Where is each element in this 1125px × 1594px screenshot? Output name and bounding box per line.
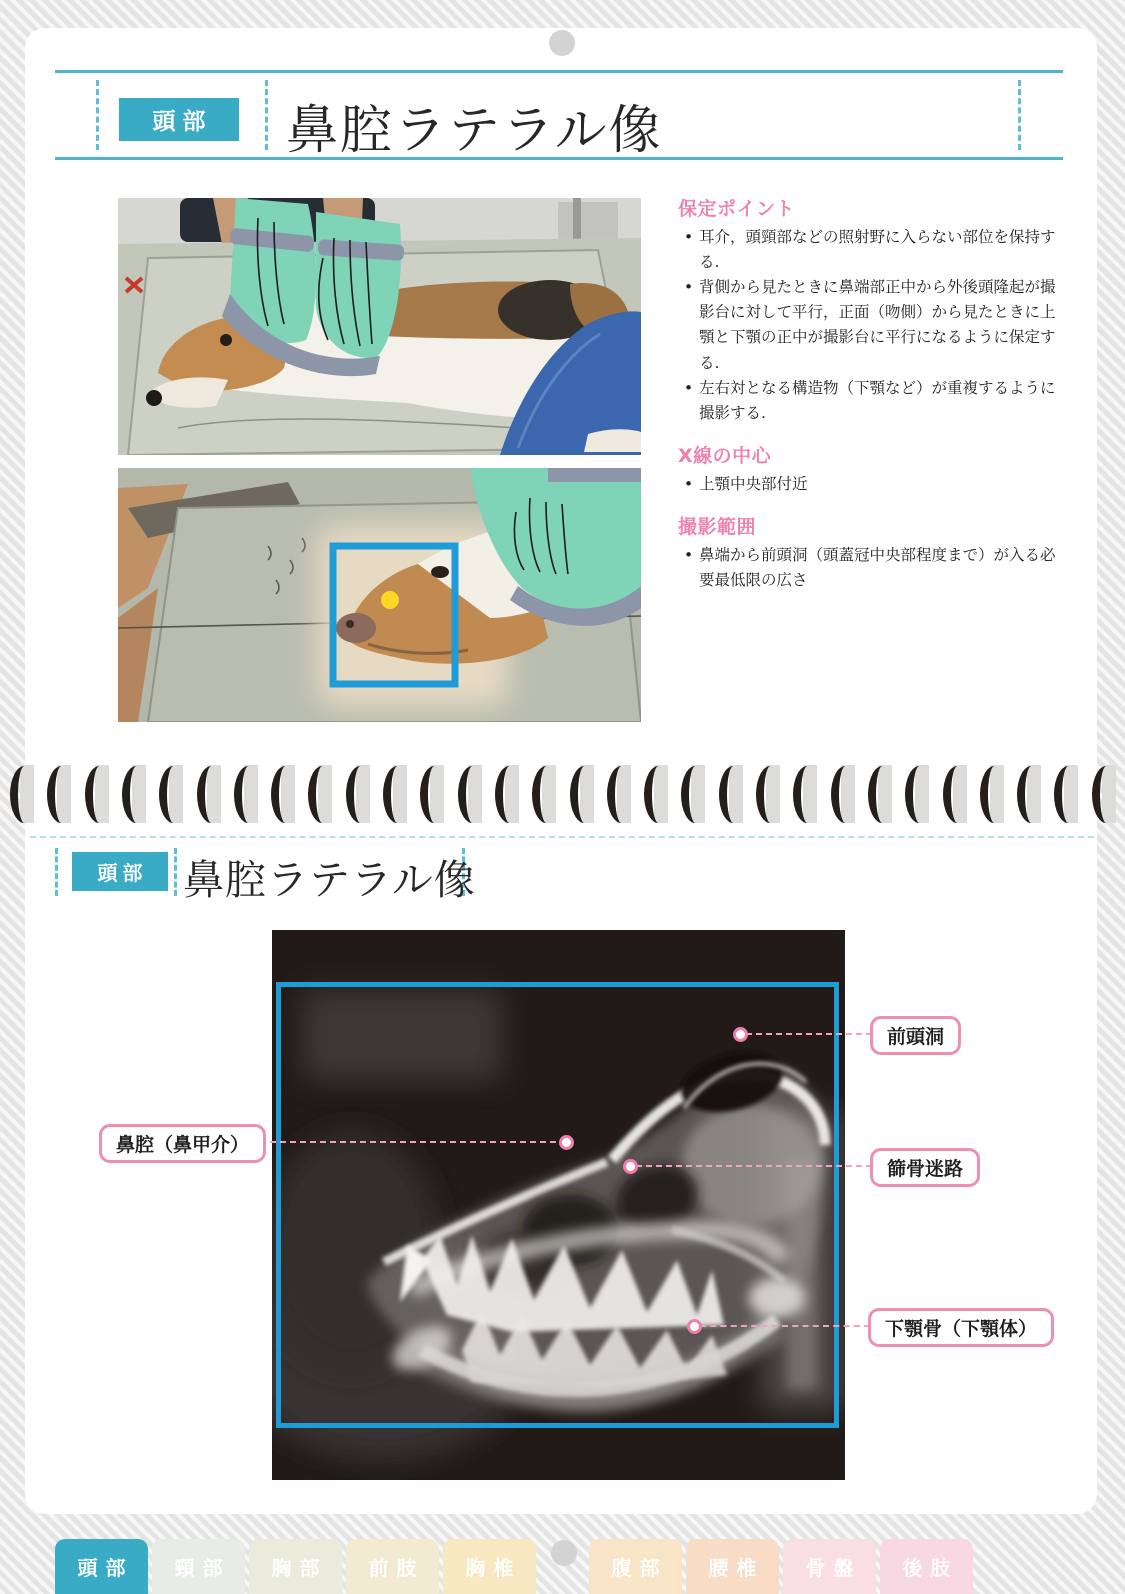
spiral-coil-icon bbox=[607, 766, 636, 823]
spiral-ring bbox=[381, 762, 418, 828]
info-bullet-item: • 背側から見たときに鼻端部正中から外後頭隆起が撮影台に対して平行，正面（吻側）から見たときに上顎と下顎の正中が撮影台に平行になるように保定する. bbox=[682, 275, 1070, 375]
page-title: 鼻腔ラテラル像 bbox=[286, 101, 663, 161]
label-ethmoid-labyrinth: 篩骨迷路 bbox=[870, 1148, 980, 1187]
spiral-ring bbox=[1015, 762, 1052, 828]
spiral-ring bbox=[717, 762, 754, 828]
spiral-ring bbox=[568, 762, 605, 828]
info-column bbox=[678, 194, 1070, 608]
spiral-ring bbox=[941, 762, 978, 828]
spiral-ring bbox=[679, 762, 716, 828]
punch-hole-dot-top bbox=[549, 30, 575, 56]
spiral-ring bbox=[530, 762, 567, 828]
leader-frontal-sinus bbox=[746, 1033, 872, 1035]
spiral-ring bbox=[754, 762, 791, 828]
spiral-coil-icon bbox=[793, 766, 822, 823]
spiral-ring bbox=[456, 762, 493, 828]
section2-badge-head: 頭部 bbox=[72, 852, 168, 891]
spiral-ring bbox=[306, 762, 343, 828]
spiral-coil-icon bbox=[122, 766, 151, 823]
label-nasal-cavity: 鼻腔（鼻甲介） bbox=[99, 1124, 266, 1163]
spiral-coil-icon bbox=[346, 766, 375, 823]
bottom-tab-2[interactable]: 頸部 bbox=[152, 1539, 245, 1594]
spiral-coil-icon bbox=[868, 766, 897, 823]
bottom-tab-bar bbox=[0, 1539, 1125, 1594]
spiral-coil-icon bbox=[831, 766, 860, 823]
spiral-coil-icon bbox=[85, 766, 114, 823]
section2-title: 鼻腔ラテラル像 bbox=[183, 856, 476, 904]
header-dash-mid bbox=[265, 80, 268, 150]
leader-ethmoid bbox=[636, 1165, 872, 1167]
bottom-tab-5[interactable]: 胸椎 bbox=[443, 1539, 536, 1594]
bottom-tab-9[interactable]: 後肢 bbox=[880, 1539, 973, 1594]
spiral-coil-icon bbox=[383, 766, 412, 823]
bottom-tab-8[interactable]: 骨盤 bbox=[783, 1539, 876, 1594]
section2-dash-mid bbox=[174, 848, 177, 896]
positioning-photo-lateral-drawing bbox=[118, 198, 641, 455]
spiral-ring bbox=[791, 762, 828, 828]
header-rule-top bbox=[55, 70, 1063, 73]
radiograph-collimation-frame bbox=[276, 982, 839, 1428]
spiral-ring bbox=[493, 762, 530, 828]
info-bullets bbox=[678, 472, 1070, 497]
info-heading: X線の中心 bbox=[678, 444, 772, 467]
info-bullet-item: • 左右対となる構造物（下顎など）が重複するように撮影する. bbox=[682, 376, 1070, 426]
label-frontal-sinus: 前頭洞 bbox=[870, 1016, 961, 1055]
bottom-tab-6[interactable]: 腹部 bbox=[589, 1539, 682, 1594]
spiral-ring bbox=[83, 762, 120, 828]
spiral-coil-icon bbox=[570, 766, 599, 823]
info-bullets bbox=[678, 543, 1070, 593]
spiral-coil-icon bbox=[10, 766, 39, 823]
spiral-coil-icon bbox=[271, 766, 300, 823]
spiral-ring bbox=[1090, 762, 1125, 828]
header-dash-right bbox=[1018, 80, 1021, 150]
spiral-coil-icon bbox=[644, 766, 673, 823]
info-bullet-item: • 上顎中央部付近 bbox=[682, 472, 1070, 497]
spiral-coil-icon bbox=[197, 766, 226, 823]
info-bullets bbox=[678, 225, 1070, 426]
bottom-tab-4[interactable]: 前肢 bbox=[346, 1539, 439, 1594]
dot-mandible bbox=[687, 1319, 702, 1334]
spiral-ring bbox=[605, 762, 642, 828]
info-bullet-item: • 鼻端から前頭洞（頭蓋冠中央部程度まで）が入る必要最低限の広さ bbox=[682, 543, 1070, 593]
info-block-restraint bbox=[678, 194, 1070, 426]
spiral-ring bbox=[195, 762, 232, 828]
spiral-ring bbox=[1052, 762, 1089, 828]
info-block-xray-center bbox=[678, 441, 1070, 497]
label-mandible: 下顎骨（下顎体） bbox=[868, 1308, 1054, 1347]
bottom-tab-7[interactable]: 腰椎 bbox=[686, 1539, 779, 1594]
dot-nasal-cavity bbox=[559, 1135, 574, 1150]
spiral-ring bbox=[418, 762, 455, 828]
spiral-ring bbox=[269, 762, 306, 828]
bottom-tab-3[interactable]: 胸部 bbox=[249, 1539, 342, 1594]
leader-mandible bbox=[700, 1325, 870, 1327]
dot-ethmoid bbox=[623, 1159, 638, 1174]
spiral-coil-icon bbox=[159, 766, 188, 823]
info-bullet-item: • 耳介，頭頸部などの照射野に入らない部位を保持する. bbox=[682, 225, 1070, 275]
section-badge-head: 頭部 bbox=[119, 98, 239, 141]
bottom-tab-1-active[interactable]: 頭部 bbox=[55, 1539, 148, 1594]
dot-frontal-sinus bbox=[733, 1027, 748, 1042]
spiral-coil-icon bbox=[1017, 766, 1046, 823]
spiral-ring bbox=[8, 762, 45, 828]
spiral-coil-icon bbox=[1054, 766, 1083, 823]
spiral-coil-icon bbox=[308, 766, 337, 823]
positioning-photo-overhead-drawing bbox=[118, 468, 641, 722]
spiral-ring bbox=[232, 762, 269, 828]
spiral-coil-icon bbox=[719, 766, 748, 823]
spiral-coil-icon bbox=[756, 766, 785, 823]
spiral-ring bbox=[866, 762, 903, 828]
spiral-coil-icon bbox=[234, 766, 263, 823]
section2-dash-rule bbox=[30, 836, 1094, 838]
info-block-range bbox=[678, 512, 1070, 593]
header-dash-left bbox=[96, 80, 99, 150]
info-heading: 撮影範囲 bbox=[678, 515, 757, 538]
spiral-ring bbox=[829, 762, 866, 828]
spiral-coil-icon bbox=[420, 766, 449, 823]
spiral-coil-icon bbox=[905, 766, 934, 823]
spiral-ring bbox=[344, 762, 381, 828]
info-heading: 保定ポイント bbox=[678, 198, 796, 220]
spiral-coil-icon bbox=[980, 766, 1009, 823]
spiral-ring bbox=[120, 762, 157, 828]
spiral-coil-icon bbox=[1092, 766, 1121, 823]
leader-nasal-cavity bbox=[260, 1141, 566, 1143]
spiral-ring bbox=[45, 762, 82, 828]
positioning-photo-lateral bbox=[118, 198, 641, 455]
positioning-photo-overhead bbox=[118, 468, 641, 722]
spiral-ring bbox=[903, 762, 940, 828]
spiral-ring bbox=[157, 762, 194, 828]
spiral-ring bbox=[978, 762, 1015, 828]
spiral-binding bbox=[0, 762, 1125, 828]
spiral-coil-icon bbox=[532, 766, 561, 823]
spiral-coil-icon bbox=[495, 766, 524, 823]
spiral-coil-icon bbox=[47, 766, 76, 823]
spiral-coil-icon bbox=[681, 766, 710, 823]
spiral-ring bbox=[642, 762, 679, 828]
spiral-coil-icon bbox=[458, 766, 487, 823]
section2-dash-left bbox=[55, 848, 58, 896]
spiral-coil-icon bbox=[943, 766, 972, 823]
